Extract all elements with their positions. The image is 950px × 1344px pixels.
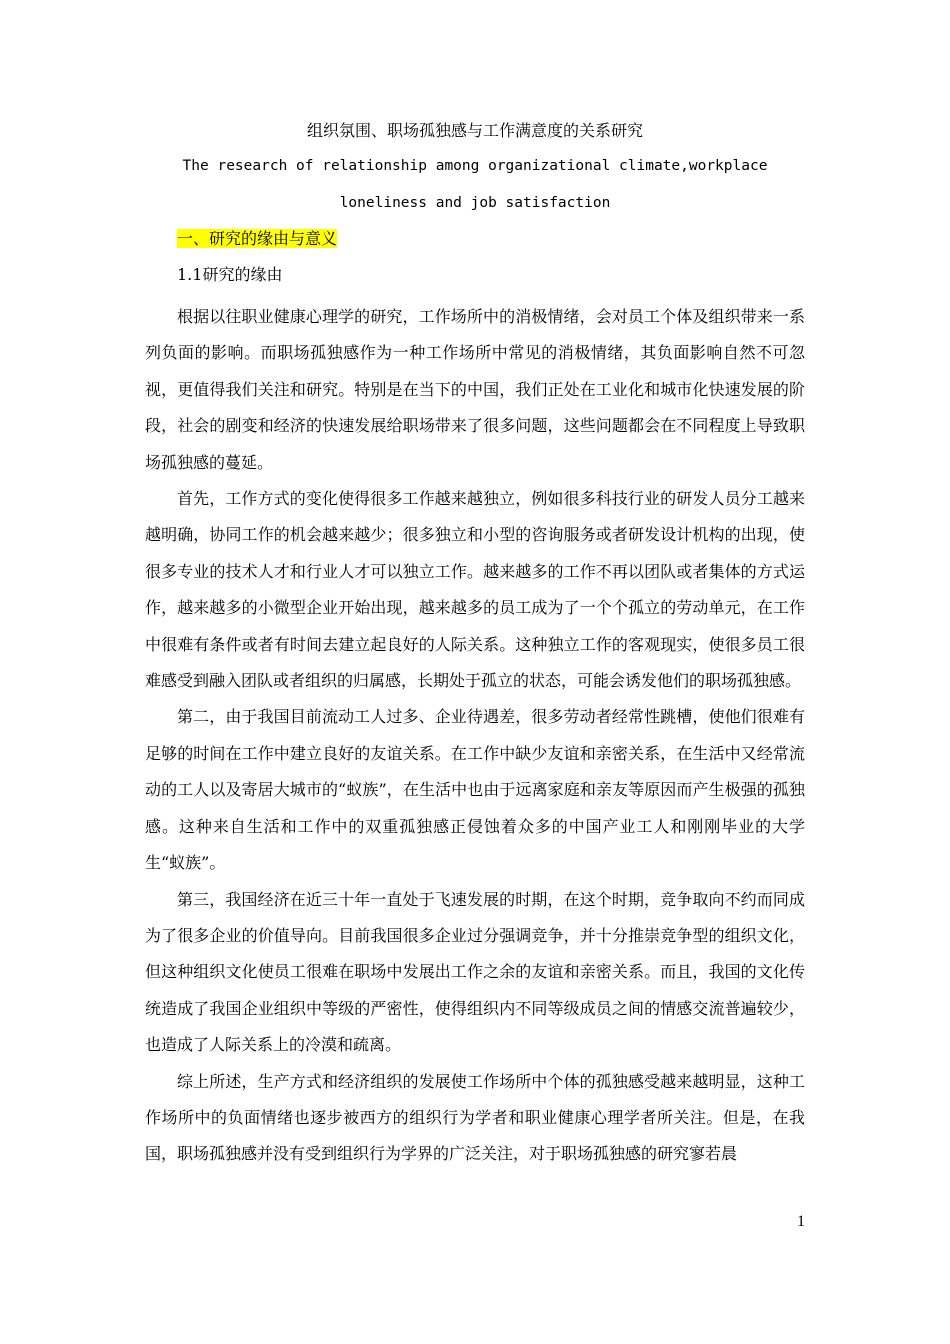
page-number: 1	[797, 1213, 805, 1230]
section-heading-highlighted-text: 一、研究的缘由与意义	[177, 229, 338, 248]
paragraph: 第三，我国经济在近三十年一直处于飞速发展的时期，在这个时期，竞争取向不约而同成为了很多企业的价值导向。目前我国很多企业过分强调竞争，并十分推崇竞争型的组织文化，但这种组织文化使员工很难在职场中发展出工作之余的友谊和亲密关系。而且，我国的文化传统造成了我国企业组织中等级的严密性，使得组织内不同等级成员之间的情感交流普遍较少，也造成了人际关系上的冷漠和疏离。	[145, 889, 805, 1055]
paragraph: 第二，由于我国目前流动工人过多、企业待遇差，很多劳动者经常性跳槽，使他们很难有足够的时间在工作中建立良好的友谊关系。在工作中缺少友谊和亲密关系，在生活中又经常流动的工人以及寄居大城市的“蚁族”，在生活中也由于远离家庭和亲友等原因而产生极强的孤独感。这种来自生活和工作中的双重孤独感正侵蚀着众多的中国产业工人和刚刚毕业的大学生“蚁族”。	[145, 707, 805, 873]
paragraph: 首先，工作方式的变化使得很多工作越来越独立，例如很多科技行业的研发人员分工越来越明确，协同工作的机会越来越少；很多独立和小型的咨询服务或者研发设计机构的出现，使很多专业的技术人才和行业人才可以独立工作。越来越多的工作不再以团队或者集体的方式运作，越来越多的小微型企业开始出现，越来越多的员工成为了一个个孤立的劳动单元，在工作中很难有条件或者有时间去建立起良好的人际关系。这种独立工作的客观现实，使很多员工很难感受到融入团队或者组织的归属感，长期处于孤立的状态，可能会诱发他们的职场孤独感。	[145, 489, 805, 691]
paragraph: 综上所述，生产方式和经济组织的发展使工作场所中个体的孤独感受越来越明显，这种工作场所中的负面情绪也逐步被西方的组织行为学者和职业健康心理学者所关注。但是，在我国，职场孤独感并没有受到组织行为学界的广泛关注，对于职场孤独感的研究寥若晨	[145, 1071, 805, 1164]
document-title-english-line-2: loneliness and job satisfaction	[339, 195, 611, 211]
document-title-chinese: 组织氛围、职场孤独感与工作满意度的关系研究	[306, 121, 643, 140]
section-heading	[177, 226, 337, 252]
paragraph: 根据以往职业健康心理学的研究，工作场所中的消极情绪，会对员工个体及组织带来一系列负面的影响。而职场孤独感作为一种工作场所中常见的消极情绪，其负面影响自然不可忽视，更值得我们关注和研究。特别是在当下的中国，我们正处在工业化和城市化快速发展的阶段，社会的剧变和经济的快速发展给职场带来了很多问题，这些问题都会在不同程度上导致职场孤独感的蔓延。	[145, 307, 805, 472]
subsection-heading: 1.1研究的缘由	[177, 265, 283, 284]
document-title-english-line-1: The research of relationship among organizational climate,workplace	[182, 158, 768, 174]
body-text	[145, 299, 805, 1173]
